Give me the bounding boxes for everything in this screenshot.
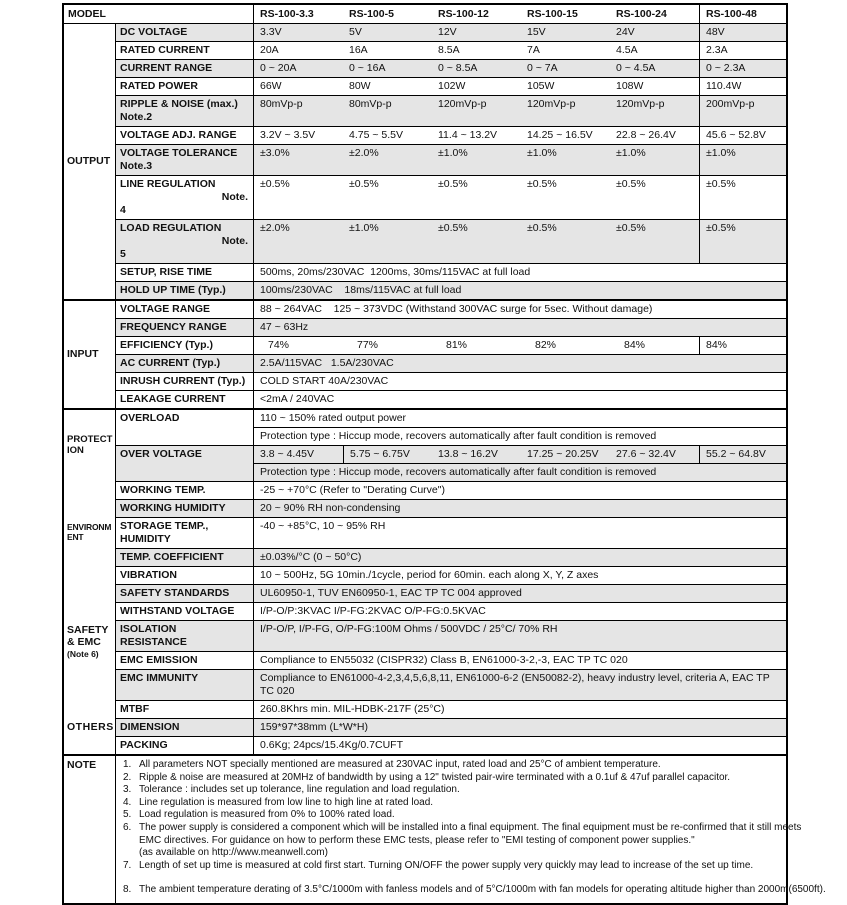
value-cell: 55.2 ~ 64.8V [699, 446, 786, 463]
note-item [123, 797, 782, 810]
value-cell: ±1.0% [343, 220, 432, 263]
row-label-text: VOLTAGE RANGE [120, 303, 211, 315]
value-cell: 27.6 ~ 32.4V [610, 446, 699, 463]
row-label [116, 737, 254, 754]
note-number: 1. [123, 759, 132, 770]
value-cell: 120mVp-p [610, 96, 699, 126]
value-cell: 24V [610, 24, 699, 41]
row-label-text: HOLD UP TIME (Typ.) [120, 284, 226, 296]
spec-row [116, 548, 786, 566]
note-text-line: The power supply is considered a component which will be installed into a final equipment. The final equipment must be re-confirmed that it still meets [139, 821, 802, 833]
row-label-text: TEMP. COEFFICIENT [120, 551, 224, 563]
value-cell: 0 ~ 7A [521, 60, 610, 77]
section-rows [116, 410, 786, 754]
value-cell: Protection type : Hiccup mode, recovers automatically after fault condition is removed [260, 430, 657, 442]
row-label-text: RATED CURRENT [120, 44, 210, 56]
row-values [254, 719, 786, 736]
spec-row [116, 620, 786, 651]
note-number: 2. [123, 771, 132, 783]
row-label-text: VOLTAGE TOLERANCE [120, 147, 238, 159]
row-label-text: EMC IMMUNITY [120, 672, 199, 684]
row-label-text: VIBRATION [120, 569, 177, 581]
value-cell: ±0.5% [432, 220, 521, 263]
section-label: OUTPUT [64, 24, 116, 299]
value-cell: 7A [527, 44, 540, 56]
row-values [254, 567, 786, 584]
value-cell: 110.4W [699, 78, 786, 95]
spec-subrow [254, 427, 786, 445]
value-cell: 120mVp-p [521, 96, 610, 126]
value-cell: ±0.03%/°C (0 ~ 50°C) [254, 549, 786, 566]
value-cell: ±0.5% [699, 220, 786, 263]
value-cell: 0 ~ 4.5A [610, 60, 699, 77]
value-cell: ±0.5% [260, 178, 290, 190]
row-label [116, 410, 254, 445]
section-label-text: OTHERS [67, 720, 114, 733]
row-values [254, 391, 786, 408]
row-label [116, 391, 254, 408]
note-text [139, 860, 782, 873]
row-label [116, 567, 254, 584]
value-cell: 22.8 ~ 26.4V [616, 129, 676, 141]
section-label [64, 410, 115, 480]
spec-row [116, 336, 786, 354]
value-cell: UL60950-1, TUV EN60950-1, EAC TP TC 004 approved [254, 585, 786, 602]
value-cell: 15V [521, 24, 610, 41]
row-values [254, 60, 786, 77]
row-values [254, 518, 786, 548]
row-label [116, 518, 254, 548]
row-values [254, 410, 786, 445]
row-label-text: STORAGE TEMP., [120, 520, 209, 532]
row-label-text: ISOLATION [120, 623, 177, 635]
row-values [254, 737, 786, 754]
spec-subrow [254, 446, 786, 463]
row-label [116, 60, 254, 77]
value-cell: 2.3A [699, 42, 786, 59]
notes-list [116, 756, 826, 903]
spec-row [116, 410, 786, 445]
spec-row [116, 77, 786, 95]
note-section [64, 754, 826, 903]
note-text [139, 784, 782, 797]
note-text-line: EMC directives. For guidance on how to perform these EMC tests, please refer to "EMI testing of component power supplies." [139, 834, 695, 846]
note-text-line: Length of set up time is measured at cold first start. Turning ON/OFF the power supply very quickly may lead to increase of the set up time. [139, 859, 754, 871]
spec-row [116, 372, 786, 390]
section-label [64, 701, 115, 754]
section-label-text: SAFETY & EMC [67, 624, 109, 649]
value-cell: 84% [624, 339, 646, 351]
note-number: 7. [123, 859, 132, 871]
row-label [116, 42, 254, 59]
value-cell: ±0.5% [521, 220, 610, 263]
value-cell: 11.4 ~ 13.2V [438, 129, 498, 141]
value-cell: 102W [438, 80, 466, 92]
spec-row [116, 584, 786, 602]
value-cell: ±3.0% [254, 145, 343, 175]
value-cell: COLD START 40A/230VAC [260, 375, 389, 387]
value-cell: 3.3V [254, 24, 343, 41]
spec-row [116, 59, 786, 77]
spec-row [116, 669, 786, 700]
spec-table [62, 3, 826, 905]
value-cell: ±1.0% [521, 145, 610, 175]
row-label [116, 373, 254, 390]
section-rows [116, 301, 786, 408]
row-values [254, 24, 786, 41]
row-label-note: Note. [221, 235, 248, 247]
value-cell: 260.8Khrs min. MIL-HDBK-217F (25°C) [260, 703, 445, 715]
row-label [116, 603, 254, 620]
note-text-line: (as available on http://www.meanwell.com) [139, 847, 328, 859]
row-label-text: FREQUENCY RANGE [120, 321, 227, 333]
spec-row [116, 219, 786, 263]
section-main [64, 408, 786, 754]
value-cell: ±0.5% [527, 178, 557, 190]
row-label [116, 719, 254, 736]
row-label-note: Note.2 [120, 111, 153, 123]
value-cell: Compliance to EN55032 (CISPR32) Class B, EN61000-3-2,-3, EAC TP TC 020 [260, 654, 628, 666]
note-text-line: Load regulation is measured from 0% to 100% rated load. [139, 809, 395, 821]
row-label [116, 220, 254, 263]
section-label [64, 584, 115, 701]
row-label-note: Note. [221, 191, 248, 203]
row-label [116, 670, 254, 700]
note-text [139, 759, 782, 772]
row-values [254, 670, 786, 700]
row-values [254, 301, 786, 318]
value-cell: 84% [699, 337, 786, 354]
note-text-line: The ambient temperature derating of 3.5°C/1000m with fanless models and of 5°C/1000m with fan models for operating altitude higher than 2000m(6500ft). [139, 884, 826, 896]
value-cell: 0 ~ 20A [254, 60, 343, 77]
spec-row [116, 263, 786, 281]
value-cell: 5V [343, 24, 432, 41]
note-section-label: NOTE [64, 756, 116, 903]
value-cell: 16A [349, 44, 368, 56]
row-label-text: WITHSTAND VOLTAGE [120, 605, 235, 617]
spec-row [116, 602, 786, 620]
value-cell: 159*97*38mm (L*W*H) [254, 719, 786, 736]
row-values [254, 78, 786, 95]
spec-row [116, 95, 786, 126]
row-values [254, 500, 786, 517]
spec-row [116, 126, 786, 144]
value-cell: 0 ~ 16A [343, 60, 432, 77]
value-cell: 13.8 ~ 16.2V [432, 446, 521, 463]
spec-row [116, 318, 786, 336]
note-text-line: Tolerance : includes set up tolerance, line regulation and load regulation. [139, 784, 460, 796]
row-values [254, 176, 786, 219]
spec-row [116, 718, 786, 736]
row-values [254, 282, 786, 299]
row-label [116, 500, 254, 517]
spec-subrow [254, 463, 786, 481]
row-label [116, 145, 254, 175]
value-cell: 48V [699, 24, 786, 41]
spec-row [116, 281, 786, 299]
value-cell: 110 ~ 150% rated output power [260, 412, 407, 424]
value-cell: 81% [446, 339, 468, 351]
spec-row [116, 24, 786, 41]
value-cell: 80W [349, 80, 371, 92]
spec-row [116, 700, 786, 718]
row-label-text: VOLTAGE ADJ. RANGE [120, 129, 237, 141]
row-label-text: SAFETY STANDARDS [120, 587, 230, 599]
value-cell: 88 ~ 264VAC 125 ~ 373VDC (Withstand 300VAC surge for 5sec. Without damage) [260, 303, 653, 315]
value-cell: ±2.0% [343, 145, 432, 175]
table-header-row [64, 5, 786, 24]
note-text [139, 797, 782, 810]
value-cell: 0 ~ 2.3A [699, 60, 786, 77]
row-label [116, 127, 254, 144]
row-label-text: DIMENSION [120, 721, 180, 733]
value-cell: 500ms, 20ms/230VAC 1200ms, 30ms/115VAC at full load [260, 266, 531, 278]
row-label [116, 652, 254, 669]
row-values [254, 42, 786, 59]
row-label-text: EFFICIENCY (Typ.) [120, 339, 213, 351]
row-label-text: WORKING HUMIDITY [120, 502, 226, 514]
value-cell: 200mVp-p [699, 96, 786, 126]
value-cell: 0 ~ 8.5A [432, 60, 521, 77]
model-column-header: RS-100-3.3 [260, 8, 314, 20]
value-cell: 12V [432, 24, 521, 41]
value-cell: ±1.0% [699, 145, 786, 175]
section-label [64, 480, 115, 583]
spec-row [116, 566, 786, 584]
note-number: 4. [123, 796, 132, 808]
row-label [116, 355, 254, 372]
model-column-header: RS-100-12 [438, 8, 489, 20]
row-values [254, 355, 786, 372]
row-label-text: CURRENT RANGE [120, 62, 213, 74]
note-item [123, 759, 782, 772]
row-label [116, 549, 254, 566]
value-cell: 45.6 ~ 52.8V [699, 127, 786, 144]
note-text [139, 884, 826, 897]
row-label-text: RATED POWER [120, 80, 198, 92]
row-label [116, 282, 254, 299]
spec-row [116, 301, 786, 318]
section-input [64, 299, 786, 408]
row-label [116, 621, 254, 651]
row-values [254, 585, 786, 602]
row-label-text: INRUSH CURRENT (Typ.) [120, 375, 246, 387]
spec-subrow [254, 410, 786, 427]
note-number: 3. [123, 784, 132, 796]
row-label [116, 96, 254, 126]
row-label [116, 301, 254, 318]
row-values [254, 337, 786, 354]
row-label [116, 264, 254, 281]
section-label-column [64, 410, 116, 754]
value-cell: 4.5A [616, 44, 638, 56]
model-column-header: RS-100-15 [527, 8, 578, 20]
note-text-line: Line regulation is measured from low line to high line at rated load. [139, 796, 434, 808]
value-cell: Protection type : Hiccup mode, recovers automatically after fault condition is removed [254, 464, 786, 481]
value-cell: Compliance to EN61000-4-2,3,4,5,6,8,11, EN61000-6-2 (EN50082-2), heavy industry level, criteria A, EAC TP TC 020 [254, 670, 786, 700]
value-cell: ±0.5% [438, 178, 468, 190]
value-cell: 74% [268, 339, 290, 351]
row-label-text: MTBF [120, 703, 150, 715]
spec-row [116, 175, 786, 219]
note-item [123, 821, 802, 860]
row-label [116, 319, 254, 336]
section-label-note: (Note 6) [67, 649, 99, 660]
note-text [139, 821, 802, 860]
value-cell: ±1.0% [610, 145, 699, 175]
spec-row [116, 736, 786, 754]
model-column-header: RS-100-5 [349, 8, 394, 20]
value-cell: -40 ~ +85°C, 10 ~ 95% RH [260, 520, 386, 532]
value-cell: 14.25 ~ 16.5V [527, 129, 593, 141]
value-cell: 17.25 ~ 20.25V [521, 446, 610, 463]
value-cell: ±0.5% [616, 178, 646, 190]
value-cell: 100ms/230VAC 18ms/115VAC at full load [254, 282, 786, 299]
spec-row [116, 499, 786, 517]
section-label: INPUT [64, 301, 116, 408]
row-values [254, 145, 786, 175]
row-label-note: Note.3 [120, 160, 153, 172]
row-label [116, 701, 254, 718]
note-item [123, 809, 782, 822]
row-label [116, 482, 254, 499]
value-cell: 80mVp-p [254, 96, 343, 126]
row-values [254, 319, 786, 336]
row-label [116, 585, 254, 602]
row-values [254, 549, 786, 566]
section-label-text: ENVIRONMENT [67, 522, 112, 543]
section-rows [116, 24, 786, 299]
spec-row [116, 651, 786, 669]
value-cell: -25 ~ +70°C (Refer to "Derating Curve") [260, 484, 445, 496]
spec-row [116, 390, 786, 408]
row-values [254, 373, 786, 390]
note-item [123, 884, 826, 897]
note-text-line: Ripple & noise are measured at 20MHz of bandwidth by using a 12" twisted pair-wire terminated with a 0.1uf & 47uf parallel capacitor. [139, 771, 731, 783]
note-number: 8. [123, 884, 132, 896]
note-text [139, 809, 782, 822]
value-cell: 80mVp-p [343, 96, 432, 126]
value-cell: 108W [616, 80, 644, 92]
row-label-text: AC CURRENT (Typ.) [120, 357, 221, 369]
row-label-note: 5 [120, 248, 126, 260]
value-cell: ±0.5% [610, 220, 699, 263]
value-cell: I/P-O/P:3KVAC I/P-FG:2KVAC O/P-FG:0.5KVAC [260, 605, 486, 617]
value-cell: 77% [357, 339, 379, 351]
row-label-text: DC VOLTAGE [120, 26, 188, 38]
value-cell: 20A [260, 44, 279, 56]
model-header-cell: MODEL [64, 5, 254, 23]
note-item [123, 784, 782, 797]
row-label-text: SETUP, RISE TIME [120, 266, 212, 278]
value-cell: I/P-O/P, I/P-FG, O/P-FG:100M Ohms / 500VDC / 25°C/ 70% RH [254, 621, 786, 651]
value-cell: 2.5A/115VAC 1.5A/230VAC [254, 355, 786, 372]
spec-row [116, 445, 786, 481]
row-label-text: HUMIDITY [120, 533, 171, 545]
section-output [64, 24, 786, 299]
note-number: 5. [123, 809, 132, 821]
value-cell: ±2.0% [254, 220, 343, 263]
value-cell: 66W [260, 80, 282, 92]
row-label-text: WORKING TEMP. [120, 484, 206, 496]
note-item [123, 772, 782, 785]
row-label-text: OVERLOAD [120, 412, 180, 424]
row-label-text: OVER VOLTAGE [120, 448, 202, 460]
value-cell: ±0.5% [349, 178, 379, 190]
row-values [254, 220, 786, 263]
note-item [123, 860, 782, 873]
row-label-text: LINE REGULATION [120, 178, 216, 190]
spec-row [116, 517, 786, 548]
value-cell: ±0.5% [699, 176, 786, 219]
note-number: 6. [123, 821, 132, 833]
row-label [116, 446, 254, 481]
row-values [254, 96, 786, 126]
value-cell: 10 ~ 500Hz, 5G 10min./1cycle, period for 60min. each along X, Y, Z axes [260, 569, 599, 581]
spec-row [116, 41, 786, 59]
value-cell: 82% [535, 339, 557, 351]
row-label [116, 176, 254, 219]
row-values [254, 603, 786, 620]
spec-row [116, 354, 786, 372]
row-label [116, 78, 254, 95]
value-cell: 3.2V ~ 3.5V [260, 129, 316, 141]
spec-row [116, 481, 786, 499]
value-cell: ±1.0% [432, 145, 521, 175]
note-text-line: All parameters NOT specially mentioned are measured at 230VAC input, rated load and 25°C of ambient temperature. [139, 759, 661, 770]
row-label-text: LOAD REGULATION [120, 222, 222, 234]
row-label-text: LEAKAGE CURRENT [120, 393, 226, 405]
row-label [116, 24, 254, 41]
value-cell: 47 ~ 63Hz [254, 319, 786, 336]
value-cell: 4.75 ~ 5.5V [349, 129, 404, 141]
row-label-text: RIPPLE & NOISE (max.) [120, 98, 238, 110]
row-values [254, 652, 786, 669]
model-column-header: RS-100-48 [699, 5, 786, 23]
value-cell: 8.5A [438, 44, 460, 56]
row-label-text: PACKING [120, 739, 168, 751]
section-label-text: PROTECTION [67, 434, 113, 457]
row-values [254, 621, 786, 651]
value-cell: 120mVp-p [432, 96, 521, 126]
row-values [254, 701, 786, 718]
value-cell: <2mA / 240VAC [260, 393, 335, 405]
row-values [254, 264, 786, 281]
row-values [254, 482, 786, 499]
row-label-note: 4 [120, 204, 126, 216]
row-values [254, 127, 786, 144]
value-cell: 3.8 ~ 4.45V [254, 446, 343, 463]
note-text [139, 772, 782, 785]
merged-value-cell [254, 337, 699, 354]
value-cell: 20 ~ 90% RH non-condensing [254, 500, 786, 517]
value-cell: 0.6Kg; 24pcs/15.4Kg/0.7CUFT [260, 739, 403, 751]
row-label-text: EMC EMISSION [120, 654, 198, 666]
value-cell: 5.75 ~ 6.75V [343, 446, 432, 463]
spec-row [116, 144, 786, 175]
model-column-header: RS-100-24 [616, 8, 667, 20]
value-cell: 105W [527, 80, 555, 92]
row-values [254, 446, 786, 481]
row-label [116, 337, 254, 354]
row-label-text: RESISTANCE [120, 636, 187, 648]
